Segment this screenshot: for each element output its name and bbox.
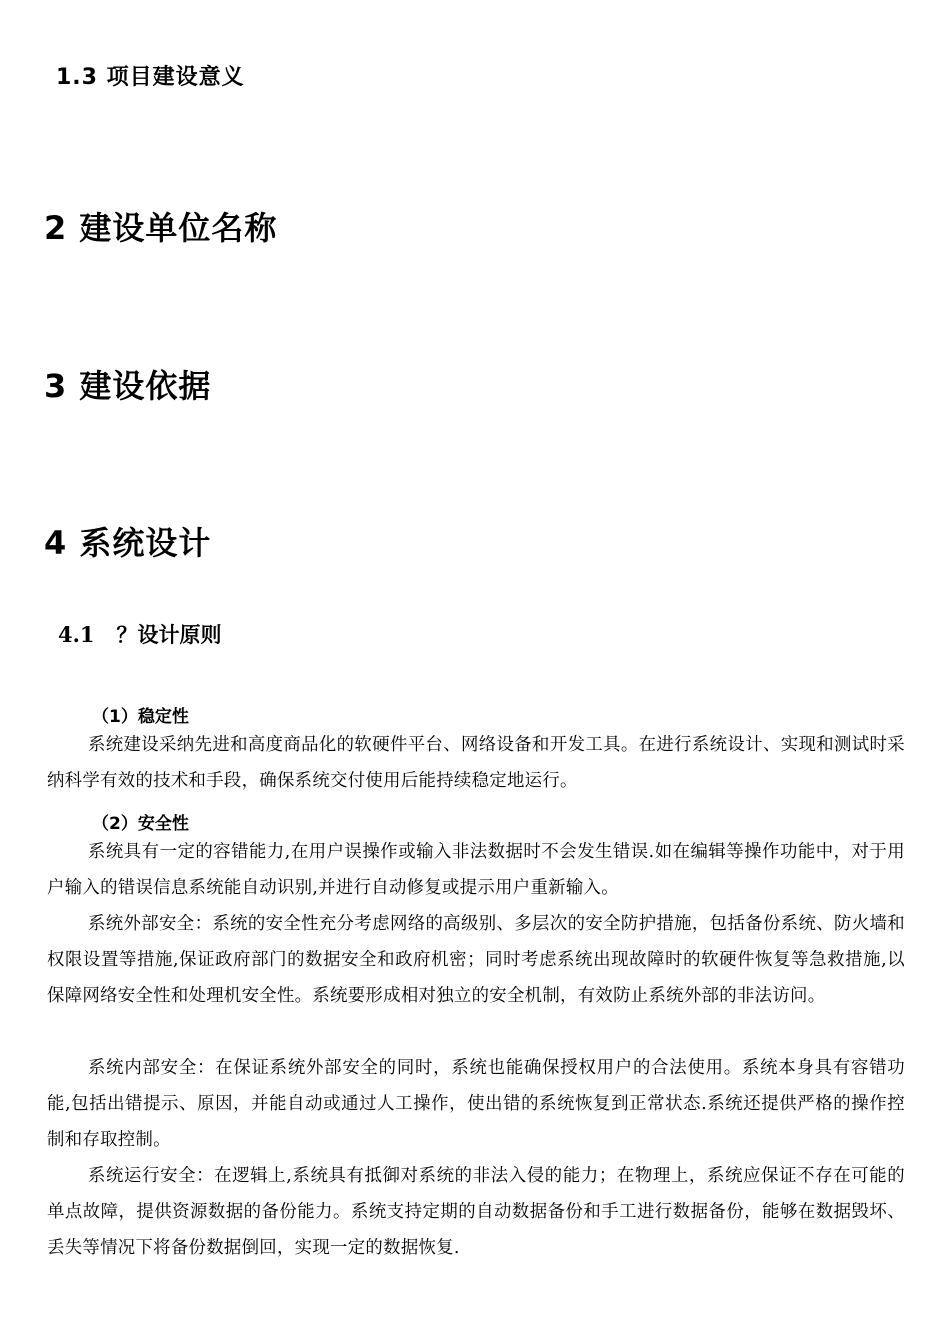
- paragraph-fault-tolerance: 系统具有一定的容错能力,在用户误操作或输入非法数据时不会发生错误.如在编辑等操作功能中，对于用户输入的错误信息系统能自动识别,并进行自动修复或提示用户重新输入。: [47, 842, 905, 898]
- paragraph-internal-security: 系统内部安全：在保证系统外部安全的同时，系统也能确保授权用户的合法使用。系统本身具有容错功能,包括出错提示、原因，并能自动或通过人工操作，使出错的系统恢复到正常状态.系统还提供严格的操作控制和存取控制。: [47, 1058, 905, 1150]
- paragraph-operational-security: 系统运行安全：在逻辑上,系统具有抵御对系统的非法入侵的能力；在物理上，系统应保证不存在可能的单点故障，提供资源数据的备份能力。系统支持定期的自动数据备份和手工进行数据备份，能够在数据毁坏、丢失等情况下将备份数据倒回，实现一定的数据恢复.: [47, 1166, 905, 1258]
- section-heading-1-3: 1.3 项目建设意义: [56, 65, 245, 90]
- chapter-heading-3: 3 建设依据: [44, 367, 212, 405]
- chapter-heading-4: 4 系统设计: [44, 524, 212, 562]
- paragraph-stability: 系统建设采纳先进和高度商品化的软硬件平台、网络设备和开发工具。在进行系统设计、实现和测试时采纳科学有效的技术和手段，确保系统交付使用后能持续稳定地运行。: [47, 735, 905, 791]
- chapter-heading-2: 2 建设单位名称: [44, 209, 278, 247]
- section-title: ？设计原则: [116, 623, 222, 647]
- section-heading-4-1: [58, 619, 222, 649]
- subheading-stability: （1）稳定性: [92, 707, 189, 727]
- subheading-security: （2）安全性: [92, 814, 189, 834]
- section-number: 4.1: [58, 622, 95, 647]
- paragraph-external-security: 系统外部安全：系统的安全性充分考虑网络的高级别、多层次的安全防护措施，包括备份系统、防火墙和权限设置等措施,保证政府部门的数据安全和政府机密；同时考虑系统出现故障时的软硬件恢复等急救措施,以保障网络安全性和处理机安全性。系统要形成相对独立的安全机制，有效防止系统外部的非法访问。: [47, 914, 905, 1006]
